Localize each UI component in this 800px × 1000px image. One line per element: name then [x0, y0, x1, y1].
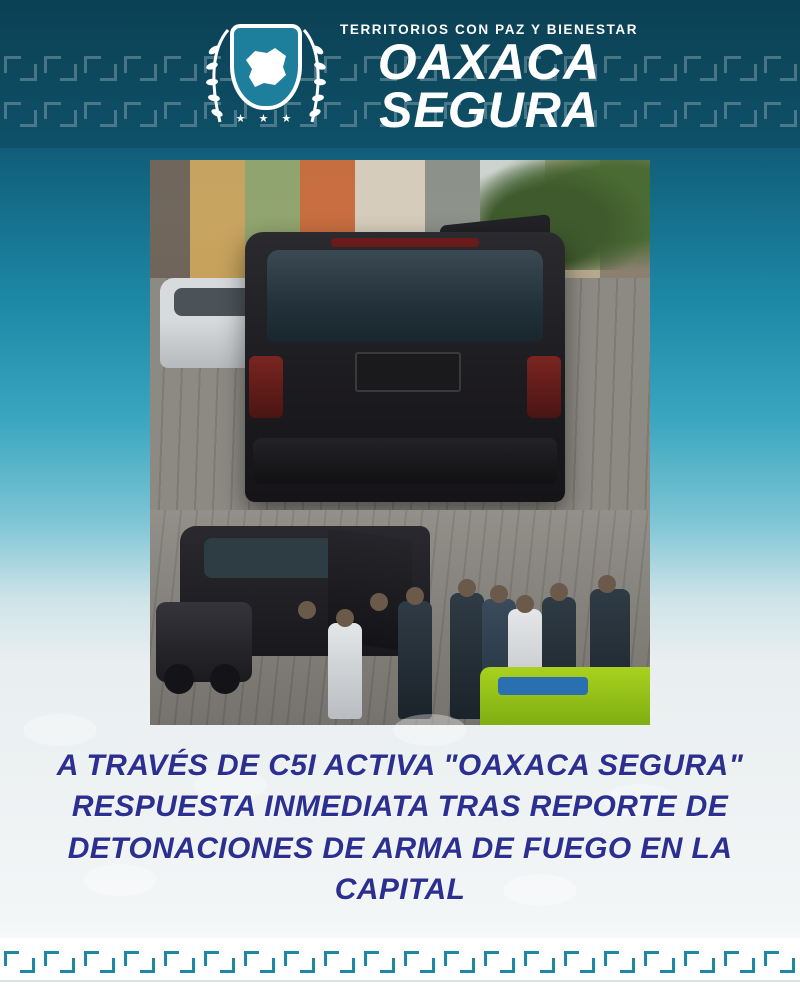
laurel-wreath-icon-right: [300, 26, 326, 126]
photo-suv-rear: [150, 160, 650, 510]
photo-stack: [150, 160, 650, 725]
footer-bar: [0, 980, 800, 1000]
logo-emblem: [206, 18, 326, 136]
brand-tagline: TERRITORIOS CON PAZ Y BIENESTAR: [340, 21, 639, 37]
shield-badge: [230, 24, 302, 110]
greca-pattern-footer: [0, 948, 800, 974]
rear-window: [267, 250, 543, 342]
laurel-wreath-icon-left: [206, 26, 232, 126]
tail-light-right: [527, 356, 561, 418]
stars-decoration: ★ ★ ★: [235, 113, 297, 125]
brand-wordmark: [326, 21, 646, 138]
oaxaca-state-map-shield-icon: [242, 44, 290, 90]
footer-band: [0, 938, 800, 1000]
brand-name-line2: SEGURA: [379, 81, 600, 138]
brand-logo: [206, 18, 639, 138]
motorcycle: [156, 602, 252, 682]
tail-light-left: [249, 356, 283, 418]
license-plate-area: [355, 352, 461, 392]
brand-name-line1: OAXACA: [377, 33, 601, 90]
rear-bumper: [253, 438, 557, 484]
brake-light: [331, 238, 479, 247]
suv-vehicle: [245, 232, 565, 502]
headline-text: A TRAVÉS DE C5I ACTIVA "OAXACA SEGURA" RESPUESTA INMEDIATA TRAS REPORTE DE DETONACIONES DE ARMA DE FUEGO EN LA CAPITAL: [56, 749, 744, 907]
